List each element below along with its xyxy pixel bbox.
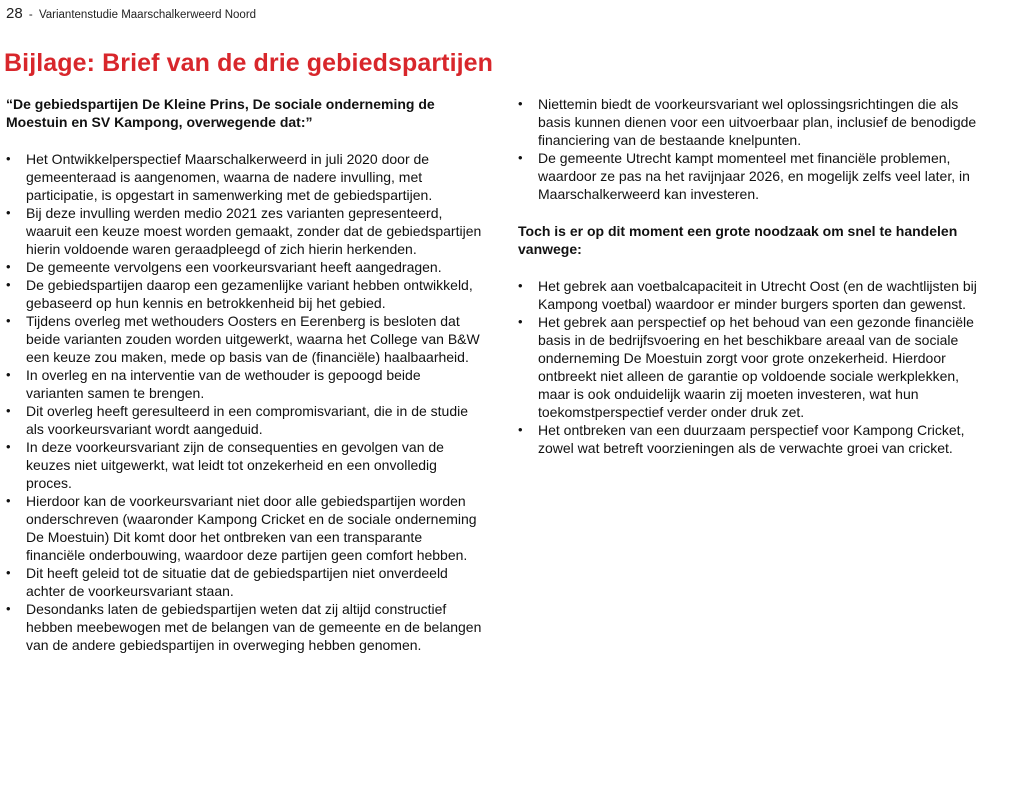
list-item-text: Het Ontwikkelperspectief Maarschalkerweerd in juli 2020 door de gemeenteraad is aangenomen, waarna de nadere invulling, met participatie, is opgestart in samenwerking met de gebiedspartijen. — [26, 151, 433, 203]
list-item — [6, 438, 486, 492]
list-item — [6, 150, 486, 204]
list-item-text: Dit heeft geleid tot de situatie dat de gebiedspartijen niet onverdeeld achter de voorkeursvariant staan. — [26, 565, 448, 599]
left-bullet-list — [6, 150, 486, 654]
bullet-icon: • — [6, 259, 11, 274]
bullet-icon: • — [518, 422, 523, 437]
bullet-icon: • — [518, 278, 523, 293]
list-item — [6, 312, 486, 366]
bullet-icon: • — [518, 314, 523, 329]
bullet-icon: • — [6, 205, 11, 220]
bullet-icon: • — [6, 565, 11, 580]
list-item-text: Dit overleg heeft geresulteerd in een compromisvariant, die in de studie als voorkeursvariant wordt aangeduid. — [26, 403, 469, 437]
bullet-icon: • — [518, 96, 523, 111]
bullet-icon: • — [6, 493, 11, 508]
list-item-text: Het ontbreken van een duurzaam perspectief voor Kampong Cricket, zowel wat betreft voorzieningen als de verwachte groei van cricket. — [538, 422, 965, 456]
list-item — [6, 402, 486, 438]
list-item-text: In deze voorkeursvariant zijn de consequenties en gevolgen van de keuzes niet uitgewerkt, wat leidt tot onzekerheid en een onvolledig proces. — [26, 439, 444, 491]
list-item — [518, 149, 1018, 203]
list-item — [6, 600, 486, 654]
right-lead-paragraph: Toch is er op dit moment een grote noodzaak om snel te handelen vanwege: — [518, 223, 958, 257]
list-item-text: Desondanks laten de gebiedspartijen weten dat zij altijd constructief hebben meebewogen met de belangen van de gemeente en de belangen van de andere gebiedspartijen in overweging hebben genomen. — [26, 601, 482, 653]
list-item-text: Hierdoor kan de voorkeursvariant niet door alle gebiedspartijen worden onderschreven (waaronder Kampong Cricket en de sociale onderneming De Moestuin) Dit komt door het ontbreken van een transparante financiële onderbouwing, waardoor deze partijen geen comfort hebben. — [26, 493, 477, 563]
running-title: Variantenstudie Maarschalkerweerd Noord — [38, 9, 257, 21]
list-item — [518, 277, 1018, 313]
list-item-text: De gemeente Utrecht kampt momenteel met financiële problemen, waardoor ze pas na het ravijnjaar 2026, en mogelijk zelfs veel later, in Maarschalkerweerd kan investeren. — [538, 150, 970, 202]
bullet-icon: • — [6, 151, 11, 166]
list-item-text: Bij deze invulling werden medio 2021 zes varianten gepresenteerd, waaruit een keuze moest worden gemaakt, zonder dat de gebiedspartijen hierin voldoende waren geraadpleegd of zich hierin herkenden. — [26, 205, 482, 257]
bullet-icon: • — [6, 601, 11, 616]
bullet-icon: • — [6, 403, 11, 418]
list-item — [6, 204, 486, 258]
list-item — [6, 492, 486, 564]
bullet-icon: • — [518, 150, 523, 165]
left-column — [6, 95, 486, 654]
list-item-text: De gemeente vervolgens een voorkeursvariant heeft aangedragen. — [26, 259, 442, 275]
right-column — [518, 95, 1018, 457]
left-lead-paragraph: “De gebiedspartijen De Kleine Prins, De sociale onderneming de Moestuin en SV Kampong, overwegende dat:” — [6, 96, 435, 130]
page-title: Bijlage: Brief van de drie gebiedspartijen — [4, 49, 494, 77]
right-bullet-list-first — [518, 95, 1018, 203]
bullet-icon: • — [6, 277, 11, 292]
list-item — [6, 564, 486, 600]
list-item-text: In overleg en na interventie van de wethouder is gepoogd beide varianten samen te brengen. — [26, 367, 421, 401]
bullet-icon: • — [6, 313, 11, 328]
list-item-text: Het gebrek aan perspectief op het behoud van een gezonde financiële basis in de bedrijfsvoering en het beschikbare areaal van de sociale onderneming De Moestuin zorgt voor grote onzekerheid. Hierdoor ontbreekt niet alleen de garantie op voldoende sociale werkplekken, maar is ook onduidelijk waarin zij moeten investeren, wat hun toekomstperspectief verder onder druk zet. — [538, 314, 974, 420]
bullet-icon: • — [6, 367, 11, 382]
list-item — [518, 313, 1018, 421]
running-header — [6, 5, 256, 22]
page-number: 28 — [6, 5, 23, 22]
list-item-text: Het gebrek aan voetbalcapaciteit in Utrecht Oost (en de wachtlijsten bij Kampong voetbal) waardoor er minder burgers sporten dan gewenst. — [538, 278, 977, 312]
list-item — [6, 366, 486, 402]
list-item — [6, 258, 486, 276]
header-separator: - — [28, 9, 33, 21]
list-item — [518, 421, 1018, 457]
list-item — [6, 276, 486, 312]
list-item-text: Tijdens overleg met wethouders Oosters en Eerenberg is besloten dat beide varianten zouden worden uitgewerkt, waarna het College van B&W een keuze zou maken, mede op basis van de (financiële) haalbaarheid. — [26, 313, 480, 365]
bullet-icon: • — [6, 439, 11, 454]
list-item — [518, 95, 1018, 149]
list-item-text: De gebiedspartijen daarop een gezamenlijke variant hebben ontwikkeld, gebaseerd op hun kennis en betrokkenheid bij het gebied. — [26, 277, 473, 311]
right-bullet-list-second — [518, 277, 1018, 457]
list-item-text: Niettemin biedt de voorkeursvariant wel oplossingsrichtingen die als basis kunnen dienen voor een uitvoerbaar plan, inclusief de benodigde financiering van de bestaande knelpunten. — [538, 96, 977, 148]
